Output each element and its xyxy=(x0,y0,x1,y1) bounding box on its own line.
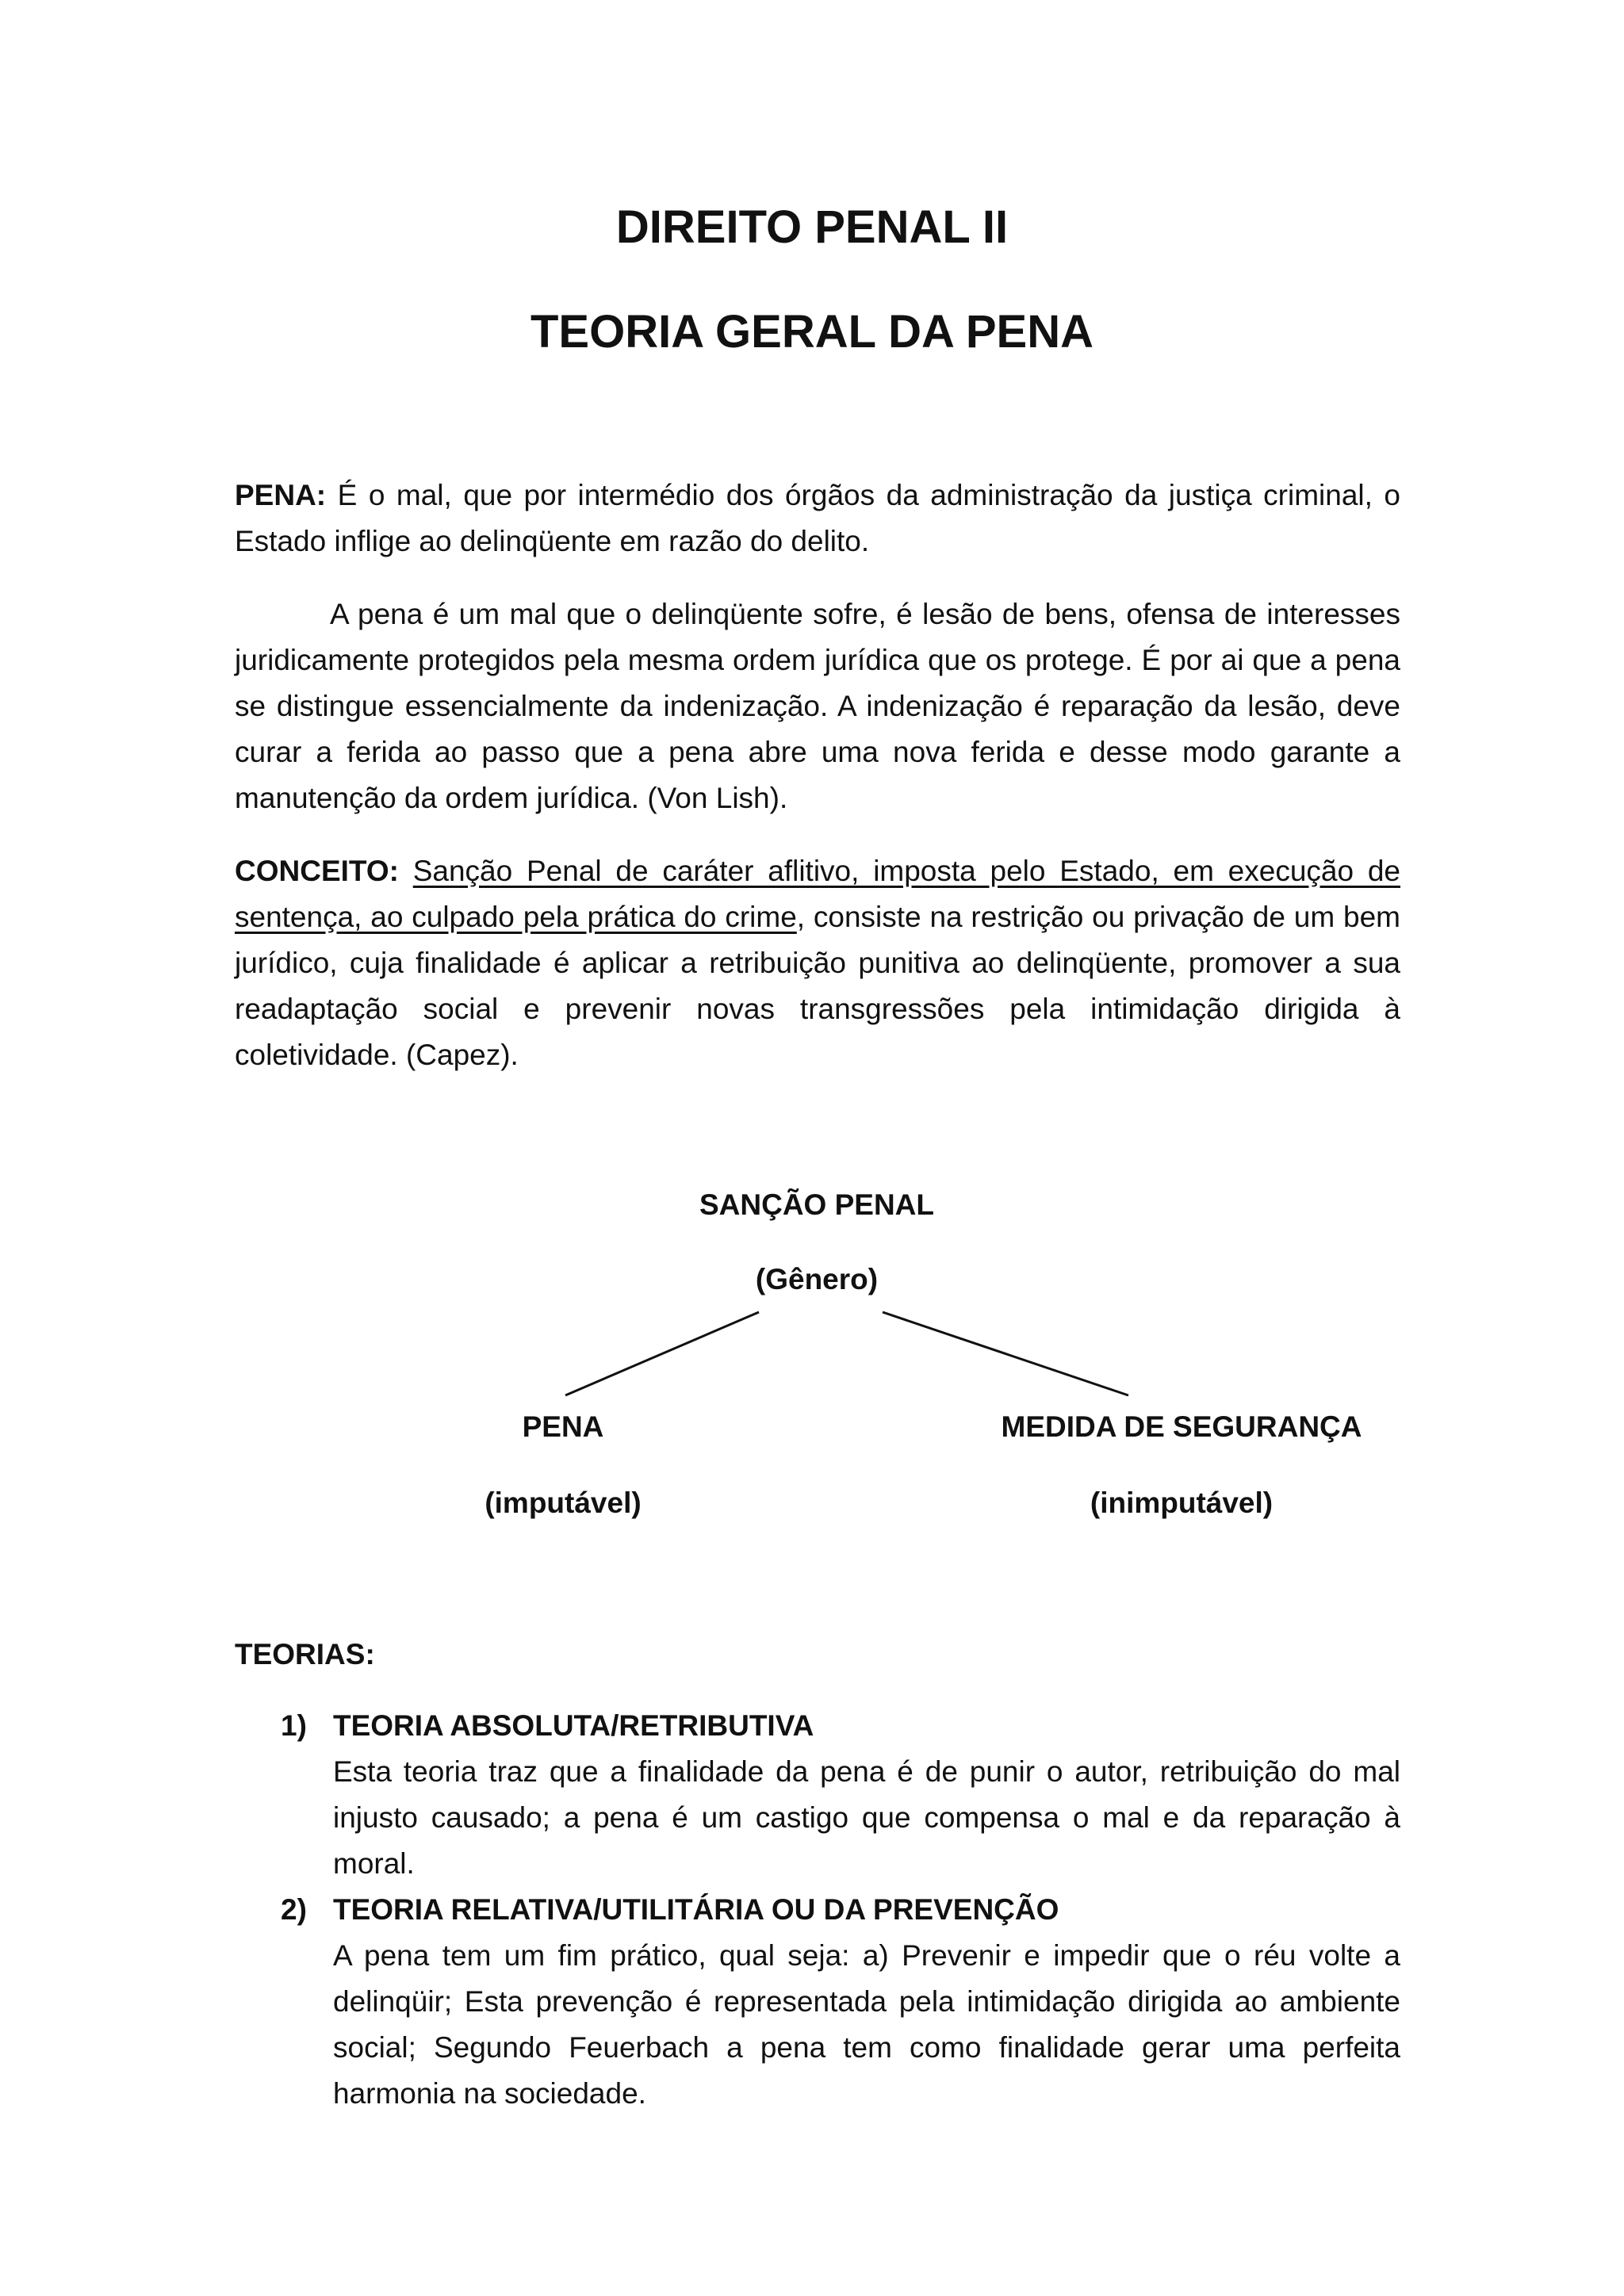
conceito-underlined-text: Sanção Penal de caráter aflitivo, imposta pelo Estado, em execução de sentença, ao culpado pela prática do crime xyxy=(235,855,1400,933)
diagram-line-right xyxy=(883,1312,1128,1395)
diagram-root-label: SANÇÃO PENAL xyxy=(699,1188,935,1221)
teoria-number: 1) xyxy=(281,1709,307,1742)
conceito-label: CONCEITO: xyxy=(235,855,399,887)
teoria-item xyxy=(281,1703,1400,1887)
document-subtitle: TEORIA GERAL DA PENA xyxy=(530,306,1094,358)
pena-paragraph: A pena é um mal que o delinqüente sofre, é lesão de bens, ofensa de interesses juridicamente protegidos pela mesma ordem jurídica que os protege. É por ai que a pena se distingue essencialmente da indenização. A indenização é reparação da lesão, deve curar a ferida ao passo que a pena abre uma nova ferida e desse modo garante a manutenção da ordem jurídica. (Von Lish). xyxy=(235,598,1400,814)
conceito-definition xyxy=(235,848,1400,1078)
teoria-text: A pena tem um fim prático, qual seja: a) Prevenir e impedir que o réu volte a delinqüir; Esta prevenção é representada pela intimidação dirigida ao ambiente social; Segundo Feuerbach a pena tem como finalidade gerar uma perfeita harmonia na sociedade. xyxy=(333,1939,1400,2110)
teoria-title: TEORIA ABSOLUTA/RETRIBUTIVA xyxy=(333,1709,814,1742)
diagram-right-note: (inimputável) xyxy=(1090,1487,1274,1519)
pena-label: PENA: xyxy=(235,479,327,511)
teoria-item xyxy=(281,1887,1400,2117)
diagram-line-left xyxy=(565,1312,759,1395)
teoria-text: Esta teoria traz que a finalidade da pena é de punir o autor, retribuição do mal injusto causado; a pena é um castigo que compensa o mal e da reparação à moral. xyxy=(333,1755,1400,1880)
diagram-left-note: (imputável) xyxy=(485,1487,642,1519)
pena-definition xyxy=(235,473,1400,564)
pena-definition-text: É o mal, que por intermédio dos órgãos da administração da justiça criminal, o Estado inflige ao delinqüente em razão do delito. xyxy=(235,479,1400,557)
teoria-number: 2) xyxy=(281,1893,307,1926)
diagram-root-note: (Gênero) xyxy=(755,1263,879,1295)
diagram-right-label: MEDIDA DE SEGURANÇA xyxy=(1001,1410,1362,1443)
conceito-rest-text: , consiste na restrição ou privação de um bem jurídico, cuja finalidade é aplicar a retribuição punitiva ao delinqüente, promover a sua readaptação social e prevenir novas transgressões pela intimidação dirigida à coletividade. (Capez). xyxy=(235,901,1400,1071)
document-title: DIREITO PENAL II xyxy=(615,201,1009,253)
teoria-title: TEORIA RELATIVA/UTILITÁRIA OU DA PREVENÇÃO xyxy=(333,1893,1059,1926)
diagram-left-label: PENA xyxy=(522,1410,604,1443)
teorias-heading: TEORIAS: xyxy=(235,1638,375,1670)
